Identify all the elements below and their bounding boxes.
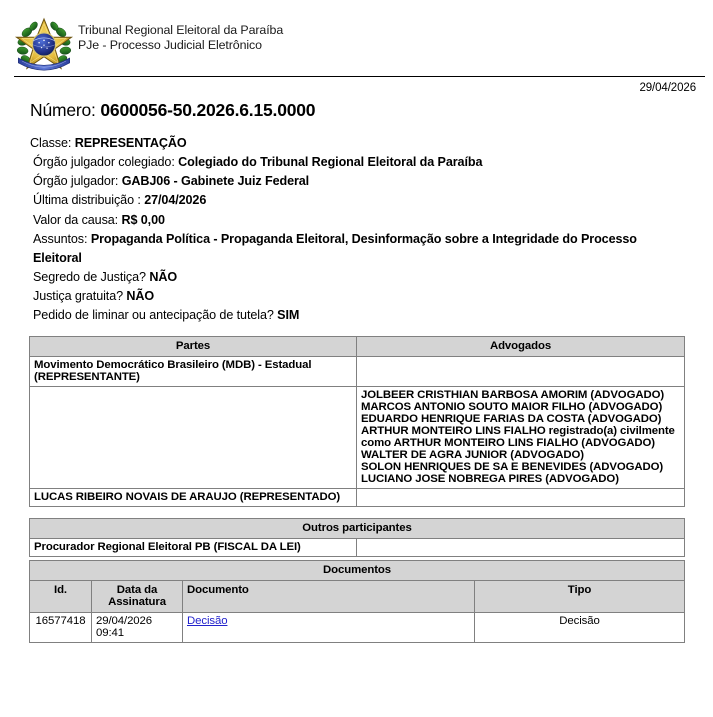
meta-value-orgao-julgador: GABJ06 - Gabinete Juiz Federal <box>121 174 310 189</box>
process-metadata <box>0 94 713 325</box>
meta-label-ultima-distribuicao: Última distribuição : <box>33 193 141 208</box>
data-assinatura-line-2: Assinatura <box>108 596 166 609</box>
documento-data-cell <box>92 613 183 643</box>
documento-name-cell <box>183 613 475 643</box>
brazil-coat-of-arms-icon <box>13 14 75 80</box>
outros-participantes-table <box>29 518 685 557</box>
advogado-item: como ARTHUR MONTEIRO LINS FIALHO (ADVOGADO) <box>361 437 655 450</box>
documentos-title: Documentos <box>30 561 685 581</box>
meta-field-orgao-julgador <box>0 172 713 191</box>
meta-field-segredo-justica <box>0 268 713 287</box>
meta-value-ultima-distribuicao: 27/04/2026 <box>144 193 207 208</box>
advogado-item: EDUARDO HENRIQUE FARIAS DA COSTA (ADVOGADO) <box>361 413 662 426</box>
parte-name-cell: LUCAS RIBEIRO NOVAIS DE ARAUJO (REPRESENTADO) <box>30 489 357 507</box>
org-title-line-2: PJe - Processo Judicial Eletrônico <box>78 38 262 53</box>
meta-value-assuntos: Propaganda Política - Propaganda Eleitoral, Desinformação sobre a Integridade do Processo Eleitoral <box>33 231 637 265</box>
documentos-column-id: Id. <box>30 581 92 613</box>
advogado-item: WALTER DE AGRA JUNIOR (ADVOGADO) <box>361 449 584 462</box>
meta-label-orgao-julgador: Órgão julgador: <box>33 174 119 189</box>
documento-data-line-2: 09:41 <box>96 627 125 640</box>
meta-value-segredo-justica: NÃO <box>149 269 178 284</box>
partes-table-header-row <box>30 337 685 357</box>
org-title-line-1: Tribunal Regional Eleitoral da Paraíba <box>78 23 284 37</box>
meta-value-valor-causa: R$ 0,00 <box>121 212 165 227</box>
parte-name-line-1: Movimento Democrático Brasileiro (MDB) - Estadual <box>34 359 312 372</box>
documentos-column-header-row <box>30 581 685 613</box>
document-header <box>0 0 713 76</box>
partes-column-header: Partes <box>30 337 357 357</box>
advogado-item: MARCOS ANTONIO SOUTO MAIOR FILHO (ADVOGADO) <box>361 401 663 414</box>
meta-value-orgao-colegiado: Colegiado do Tribunal Regional Eleitoral da Paraíba <box>178 155 483 170</box>
organization-titles <box>78 14 283 53</box>
meta-value-classe: REPRESENTAÇÃO <box>74 136 187 150</box>
process-number-label: Número: <box>30 100 96 120</box>
advogado-item: SOLON HENRIQUES DE SA E BENEVIDES (ADVOGADO) <box>361 461 664 474</box>
data-assinatura-line-1: Data da <box>116 584 158 597</box>
meta-label-justica-gratuita: Justiça gratuita? <box>33 289 124 304</box>
documentos-column-tipo: Tipo <box>475 581 685 613</box>
documento-tipo-cell: Decisão <box>475 613 685 643</box>
documentos-table <box>29 560 685 643</box>
process-number-value: 0600056-50.2026.6.15.0000 <box>100 100 316 120</box>
meta-field-justica-gratuita <box>0 287 713 306</box>
table-row <box>30 387 685 489</box>
partes-table <box>29 336 685 507</box>
outros-participantes-header-row <box>30 519 685 539</box>
parte-cell-empty <box>30 387 357 489</box>
documentos-column-documento: Documento <box>183 581 475 613</box>
meta-value-justica-gratuita: NÃO <box>126 289 155 304</box>
emblem-container <box>0 14 78 80</box>
advogados-cell-empty <box>357 489 685 507</box>
meta-label-classe: Classe: <box>30 136 72 150</box>
meta-field-orgao-colegiado <box>0 153 713 172</box>
advogados-column-header: Advogados <box>357 337 685 357</box>
advogados-list-cell <box>357 387 685 489</box>
advogados-cell-empty <box>357 357 685 387</box>
meta-field-ultima-distribuicao <box>0 191 713 210</box>
advogado-item: JOLBEER CRISTHIAN BARBOSA AMORIM (ADVOGADO) <box>361 389 665 402</box>
documento-link[interactable]: Decisão <box>187 615 228 628</box>
documentos-title-row <box>30 561 685 581</box>
meta-label-assuntos: Assuntos: <box>33 231 88 246</box>
meta-field-classe <box>0 134 713 153</box>
meta-field-valor-causa <box>0 211 713 230</box>
documento-data-line-1: 29/04/2026 <box>96 615 153 628</box>
table-row <box>30 489 685 507</box>
participante-name-cell: Procurador Regional Eleitoral PB (FISCAL DA LEI) <box>30 539 357 557</box>
meta-field-assuntos <box>0 230 713 268</box>
parte-name-line-2: (REPRESENTANTE) <box>34 371 140 384</box>
advogado-item: LUCIANO JOSE NOBREGA PIRES (ADVOGADO) <box>361 473 619 486</box>
meta-label-pedido-liminar: Pedido de liminar ou antecipação de tutela? <box>33 308 274 323</box>
meta-value-pedido-liminar: SIM <box>277 308 300 323</box>
process-number-line <box>0 100 713 121</box>
table-row <box>30 613 685 643</box>
document-date: 29/04/2026 <box>639 82 696 94</box>
outros-participantes-title: Outros participantes <box>30 519 685 539</box>
advogado-item: ARTHUR MONTEIRO LINS FIALHO registrado(a) civilmente <box>361 425 675 438</box>
participante-advogados-cell <box>357 539 685 557</box>
documento-id-cell: 16577418 <box>30 613 92 643</box>
documentos-column-data-assinatura <box>92 581 183 613</box>
table-row <box>30 357 685 387</box>
meta-field-pedido-liminar <box>0 306 713 325</box>
meta-label-orgao-colegiado: Órgão julgador colegiado: <box>33 155 175 170</box>
parte-name-cell <box>30 357 357 387</box>
meta-label-valor-causa: Valor da causa: <box>33 212 119 227</box>
table-row <box>30 539 685 557</box>
meta-label-segredo-justica: Segredo de Justiça? <box>33 269 146 284</box>
